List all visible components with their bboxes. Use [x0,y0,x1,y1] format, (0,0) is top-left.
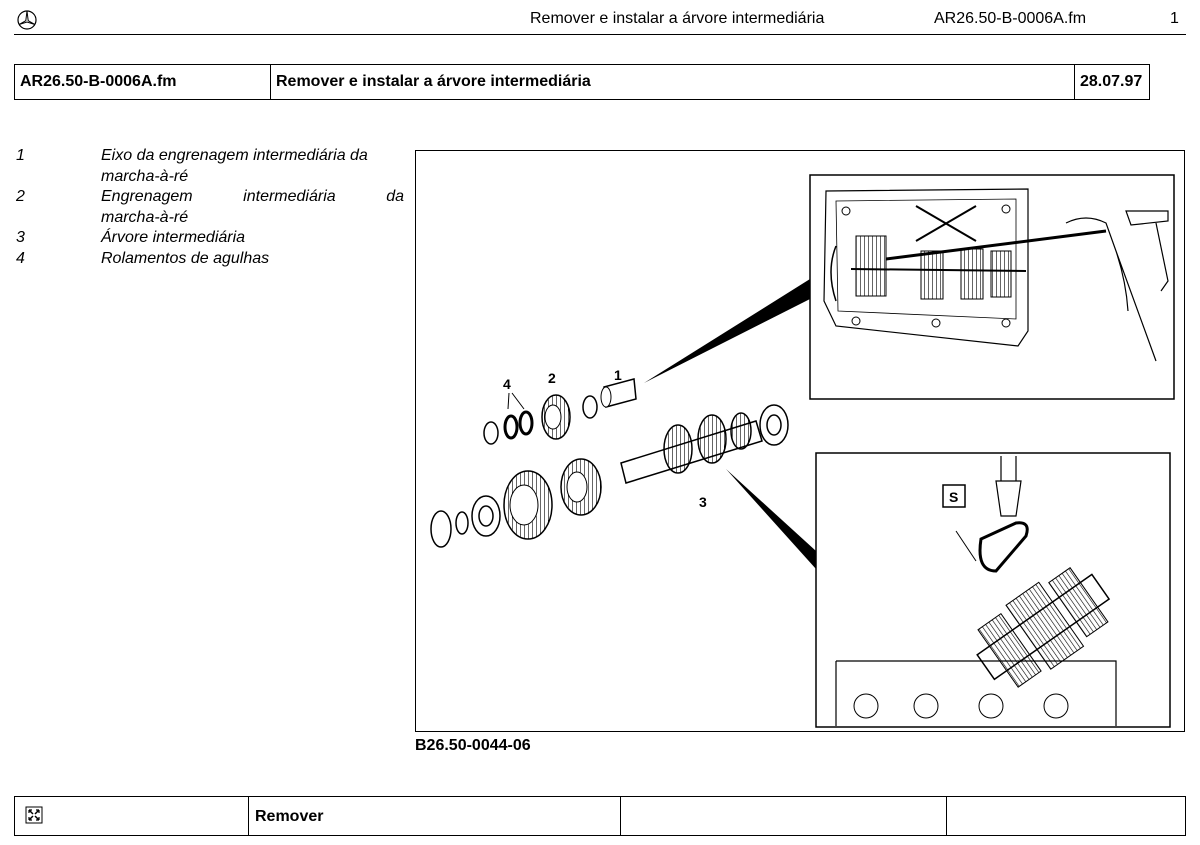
legend-number: 3 [16,229,25,246]
step-label-cell: Remover [249,797,621,835]
exploded-gear-drawing [416,151,1184,731]
legend-number: 1 [16,147,25,164]
legend-text: Eixo da engrenagem intermediária da [101,147,368,164]
callout-2: 2 [548,370,556,386]
legend-item [16,228,404,249]
legend-number: 4 [16,249,25,267]
legend-text: Engrenagem intermediária da [101,188,404,205]
legend-text-cont: marcha-à-ré [101,208,189,226]
legend-text: Rolamentos de agulhas [101,249,270,267]
figure-legend [16,146,404,269]
svg-text:S: S [949,489,959,505]
header-page-number: 1 [1170,10,1179,27]
figure-caption: B26.50-0044-06 [415,737,531,754]
legend-item [16,146,404,187]
callout-3: 3 [699,494,707,510]
legend-text-cont: marcha-à-ré [101,167,189,185]
doc-title-cell: Remover e instalar a árvore intermediária [271,65,1075,99]
header-title: Remover e instalar a árvore intermediária [530,10,825,27]
page-header [14,8,1186,35]
step-icon-cell [15,797,249,835]
callout-1: 1 [614,367,622,383]
step-empty-cell [621,797,947,835]
mercedes-star-icon [16,9,38,31]
inset-housing-detail [810,175,1174,399]
step-empty-cell [947,797,1185,835]
legend-number: 2 [16,188,25,205]
step-table [14,796,1186,836]
callout-4: 4 [503,376,511,392]
inset-hoist-detail [816,453,1170,727]
exploded-parts [431,379,788,547]
doc-id-cell: AR26.50-B-0006A.fm [15,65,271,99]
legend-text: Árvore intermediária [101,229,246,246]
technical-illustration [415,150,1185,732]
remove-icon [25,806,43,824]
document-info-table [14,64,1150,100]
doc-date-cell: 28.07.97 [1080,73,1143,90]
legend-item [16,187,404,228]
legend-item [16,249,404,270]
header-file: AR26.50-B-0006A.fm [934,10,1087,27]
